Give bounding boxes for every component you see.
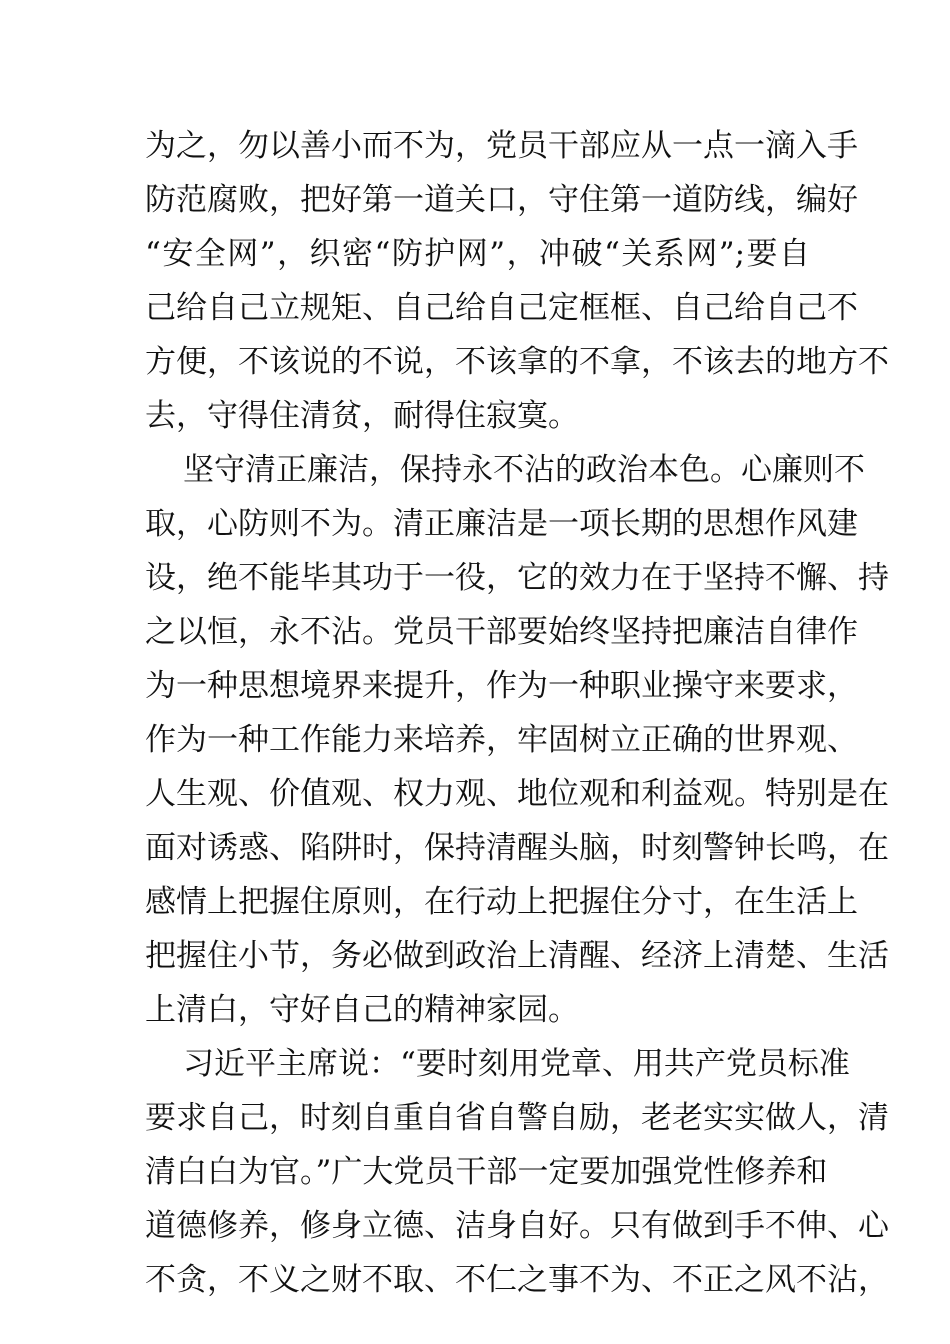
text-line: 取，心防则不为。清正廉洁是一项长期的思想作风建 [145, 506, 858, 542]
text-line: 面对诱惑、陷阱时，保持清醒头脑，时刻警钟长鸣，在 [145, 830, 889, 866]
text-line: 感情上把握住原则，在行动上把握住分寸，在生活上 [145, 884, 858, 920]
text-line: 人生观、价值观、权力观、地位观和利益观。特别是在 [145, 776, 889, 812]
text-line: 设，绝不能毕其功于一役，它的效力在于坚持不懈、持 [145, 560, 889, 596]
paragraph-start-line: 坚守清正廉洁，保持永不沾的政治本色。心廉则不 [183, 452, 865, 488]
text-line: 之以恒，永不沾。党员干部要始终坚持把廉洁自律作 [145, 614, 858, 650]
text-line: 要求自己，时刻自重自省自警自励，老老实实做人，清 [145, 1100, 889, 1136]
text-line: 去，守得住清贫，耐得住寂寞。 [145, 398, 579, 434]
text-line: 方便，不该说的不说，不该拿的不拿，不该去的地方不 [145, 344, 889, 380]
paragraph-start-line: 习近平主席说：“要时刻用党章、用共产党员标准 [183, 1046, 850, 1082]
text-line: “安全网”，织密“防护网”，冲破“关系网”;要自 [145, 236, 810, 272]
document-body [145, 126, 889, 1314]
text-line: 为之，勿以善小而不为，党员干部应从一点一滴入手 [145, 128, 858, 164]
text-line: 作为一种工作能力来培养，牢固树立正确的世界观、 [145, 722, 858, 758]
text-line: 上清白，守好自己的精神家园。 [145, 992, 579, 1028]
text-line: 把握住小节，务必做到政治上清醒、经济上清楚、生活 [145, 938, 889, 974]
text-line: 防范腐败，把好第一道关口，守住第一道防线，编好 [145, 182, 858, 218]
text-line: 为一种思想境界来提升，作为一种职业操守来要求， [145, 668, 858, 704]
text-line: 不贪，不义之财不取、不仁之事不为、不正之风不沾， [145, 1262, 889, 1298]
text-line: 清白白为官。”广大党员干部一定要加强党性修养和 [145, 1154, 828, 1190]
text-line: 道德修养，修身立德、洁身自好。只有做到手不伸、心 [145, 1208, 889, 1244]
text-line: 己给自己立规矩、自己给自己定框框、自己给自己不 [145, 290, 858, 326]
